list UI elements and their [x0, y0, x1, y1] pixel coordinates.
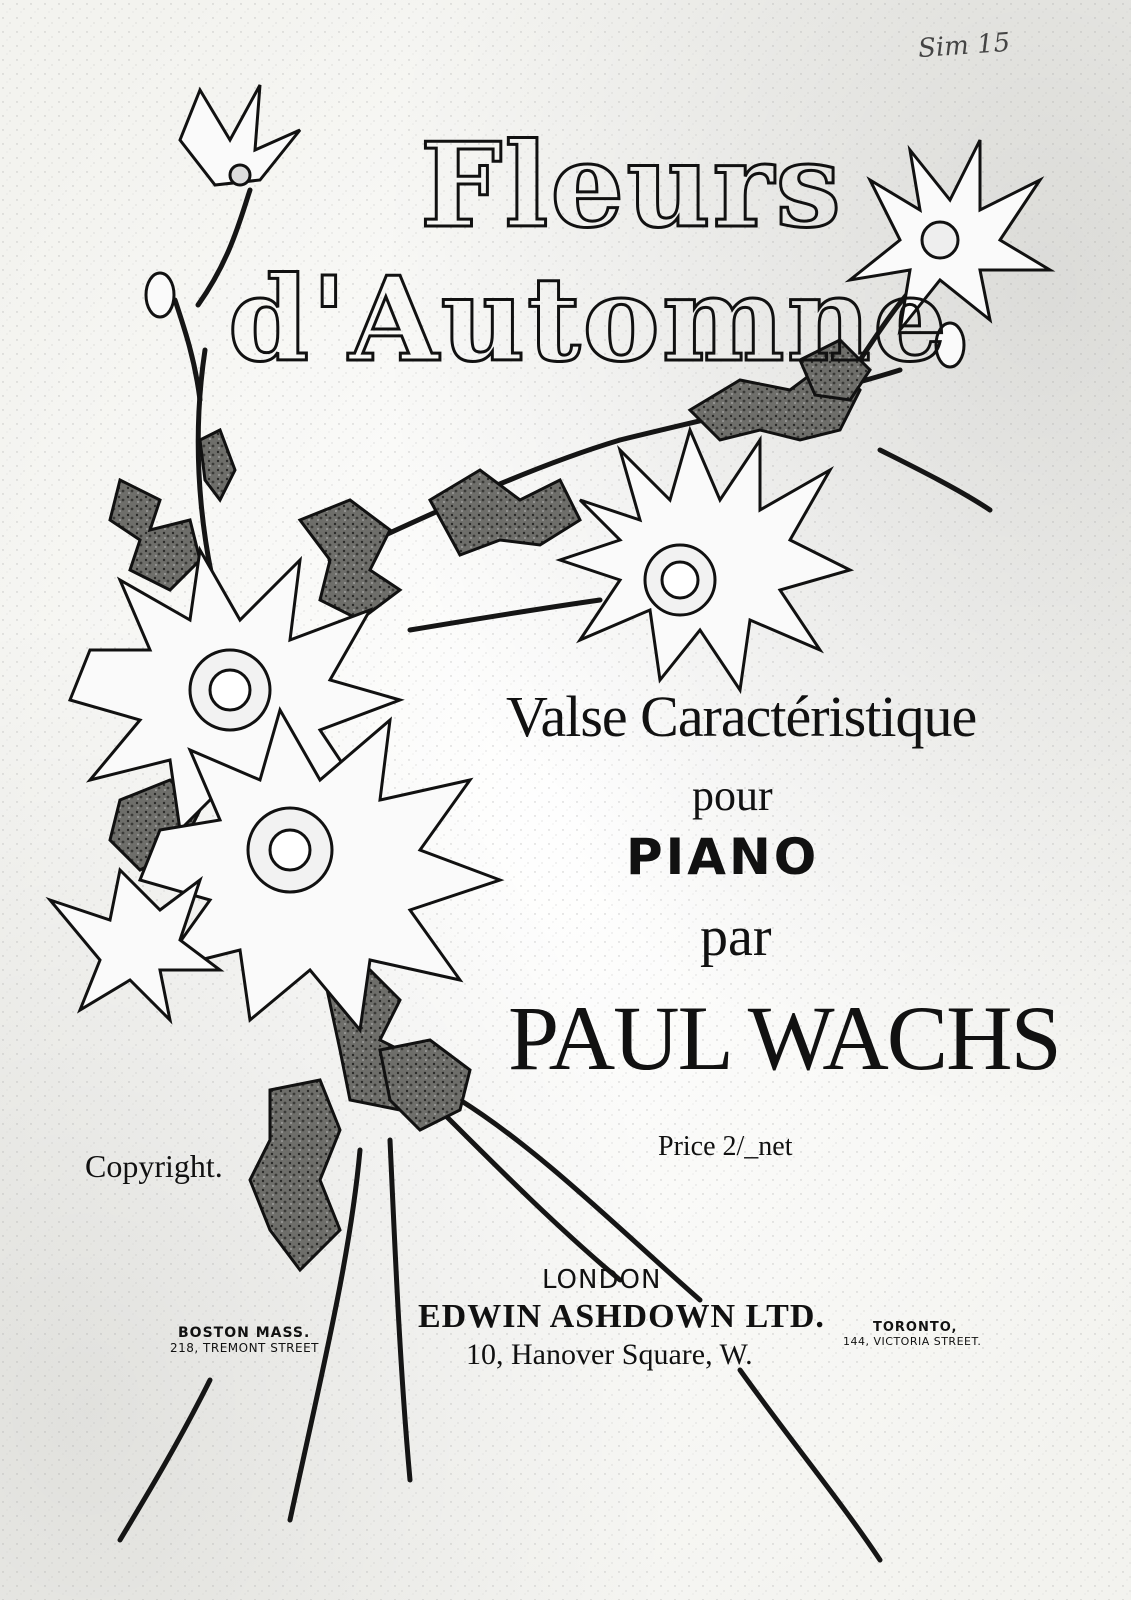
- composer-name: PAUL WACHS: [508, 987, 1060, 1089]
- boston-address: 218, TREMONT STREET: [170, 1341, 319, 1355]
- boston-city: BOSTON MASS.: [178, 1325, 311, 1341]
- toronto-address: 144, VICTORIA STREET.: [843, 1335, 982, 1348]
- publisher-name: EDWIN ASHDOWN LTD.: [418, 1298, 825, 1335]
- instrument: PIANO: [626, 828, 820, 886]
- toronto-city: TORONTO,: [873, 1320, 958, 1335]
- title-line-1: Fleurs: [420, 118, 843, 254]
- publisher-city: LONDON: [542, 1265, 662, 1295]
- copyright-notice: Copyright.: [85, 1148, 223, 1184]
- subtitle: Valse Caractéristique: [506, 684, 977, 749]
- title-line-2: d'Automne: [228, 252, 949, 388]
- par-text: par: [700, 906, 772, 968]
- publisher-address: 10, Hanover Square, W.: [466, 1338, 753, 1371]
- pour-text: pour: [692, 771, 773, 820]
- handwritten-note: Sim 15: [917, 27, 1012, 65]
- price: Price 2/_net: [658, 1131, 793, 1162]
